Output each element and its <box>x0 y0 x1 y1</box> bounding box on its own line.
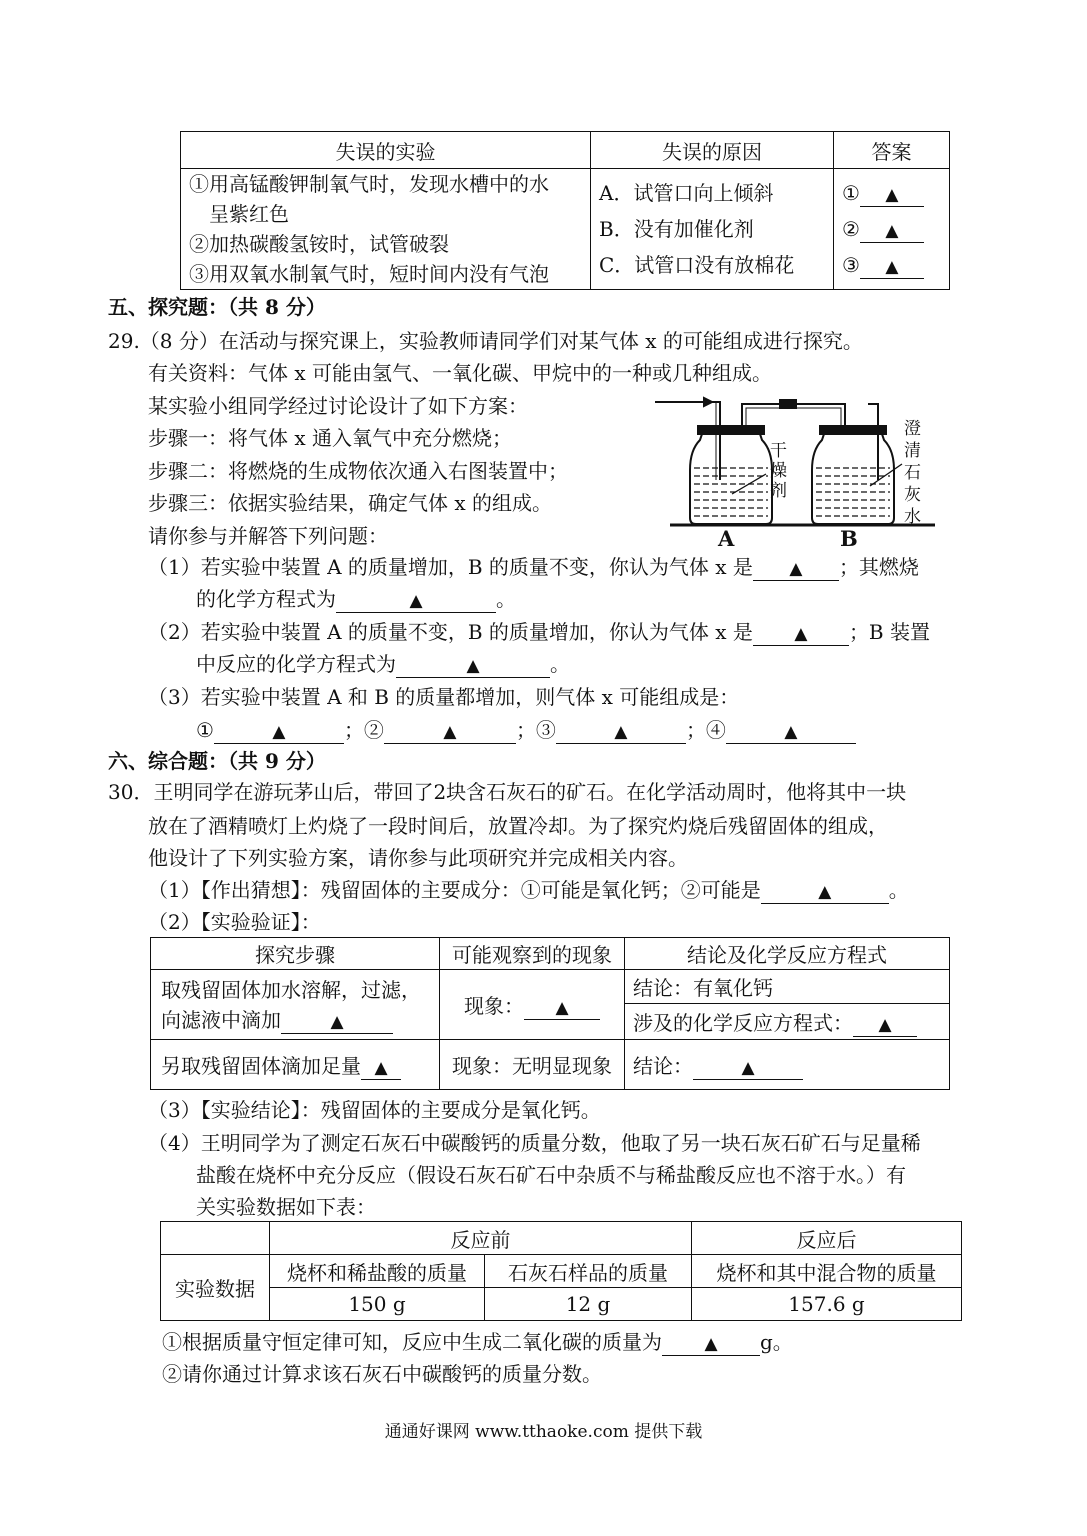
section5-title: 五、探究题：（共 8 分） <box>108 295 326 319</box>
triangle-icon: ▲ <box>794 624 808 644</box>
verify-r2-observation: 现象：无明显现象 <box>440 1040 625 1090</box>
q29-2-line2 <box>196 650 570 678</box>
q29-step1: 步骤一：将气体 x 通入氧气中充分燃烧； <box>148 426 512 450</box>
data-table-v3: 157.6 g <box>692 1288 962 1321</box>
error-table-header-experiment: 失误的实验 <box>181 132 591 169</box>
q30-calc1-blank[interactable] <box>662 1331 760 1356</box>
triangle-icon: ▲ <box>789 559 803 579</box>
verify-r1-step <box>151 970 440 1040</box>
verify-r1-obs-text: 现象： <box>464 993 524 1018</box>
experiment-1-cont: 呈紫红色 <box>209 202 289 226</box>
q29-2-eq-end: 。 <box>550 652 570 676</box>
verify-r1-step-line1: 取残留固体加水溶解，过滤， <box>161 977 421 1002</box>
triangle-icon: ▲ <box>374 1057 388 1078</box>
q29-3-text: （3）若实验中装置 A 和 B 的质量都增加，则气体 x 可能组成是： <box>148 685 740 709</box>
reagent-a-3: 剂 <box>770 481 787 501</box>
q30-line2: 放在了酒精喷灯上灼烧了一段时间后，放置冷却。为了探究灼烧后残留固体的组成， <box>148 814 888 838</box>
answer-1-label: ① <box>842 181 860 205</box>
data-table-v2: 12 g <box>485 1288 692 1321</box>
data-table-col3: 烧杯和其中混合物的质量 <box>692 1255 962 1288</box>
label-b: B <box>840 526 858 550</box>
q29-2-line1 <box>148 618 930 646</box>
verify-header-observation: 可能观察到的现象 <box>440 938 625 970</box>
reason-b: B．没有加催化剂 <box>599 217 754 241</box>
triangle-icon: ▲ <box>885 257 899 277</box>
q30-conclusion: （3）【实验结论】：残留固体的主要成分是氧化钙。 <box>148 1098 601 1122</box>
verify-r1-eq-blank[interactable] <box>853 1012 917 1037</box>
experiment-3: ③用双氧水制氧气时，短时间内没有气泡 <box>189 262 549 286</box>
q29-1-line2 <box>196 585 516 613</box>
q29-1-eq-text: 的化学方程式为 <box>196 587 336 611</box>
q29-ask: 请你参与并解答下列问题： <box>148 524 388 548</box>
verify-r2-step-blank[interactable] <box>361 1055 401 1080</box>
answer-1-blank[interactable] <box>860 182 924 207</box>
triangle-icon: ▲ <box>614 722 628 742</box>
q30-calc1-text: ①根据质量守恒定律可知，反应中生成二氧化碳的质量为 <box>162 1330 662 1354</box>
data-table-before: 反应前 <box>270 1222 692 1255</box>
q30-guess-text: （1）【作出猜想】：残留固体的主要成分：①可能是氧化钙；②可能是 <box>148 878 761 902</box>
answer-3-label: ③ <box>842 253 860 277</box>
q29-1-blank-equation[interactable] <box>336 588 496 613</box>
q30-4-line3: 关实验数据如下表： <box>196 1195 376 1219</box>
q29-info: 有关资料：气体 x 可能由氢气、一氧化碳、甲烷中的一种或几种组成。 <box>148 361 772 385</box>
q29-plan: 某实验小组同学经过讨论设计了如下方案： <box>148 394 528 418</box>
q30-4-line1: （4）王明同学为了测定石灰石中碳酸钙的质量分数，他取了另一块石灰石矿石与足量稀 <box>148 1131 921 1155</box>
verify-header-conclusion: 结论及化学反应方程式 <box>625 938 950 970</box>
q30-guess-blank[interactable] <box>761 879 889 904</box>
reagent-b-3: 石 <box>904 463 921 483</box>
error-table-experiments <box>181 169 591 290</box>
experiment-2: ②加热碳酸氢铵时，试管破裂 <box>189 232 449 256</box>
triangle-icon: ▲ <box>466 656 480 676</box>
q29-1-text: （1）若实验中装置 A 的质量增加，B 的质量不变，你认为气体 x 是 <box>148 555 753 579</box>
error-table <box>180 131 950 290</box>
apparatus-figure <box>650 390 940 550</box>
q30-guess <box>148 876 909 904</box>
triangle-icon: ▲ <box>885 221 899 241</box>
reagent-a-1: 干 <box>770 441 787 461</box>
reagent-a-2: 燥 <box>770 461 787 481</box>
data-table-corner <box>161 1222 270 1255</box>
verify-r2-conclusion <box>625 1040 950 1090</box>
verify-table <box>150 937 950 1090</box>
q29-3-blanks <box>196 716 856 744</box>
q29-1-line1 <box>148 553 919 581</box>
verify-r1-step-blank[interactable] <box>281 1009 393 1034</box>
triangle-icon: ▲ <box>409 591 423 611</box>
q29-3-blank-3[interactable] <box>556 719 686 744</box>
verify-r1-step-line2: 向滤液中滴加 <box>161 1007 281 1032</box>
reagent-b-1: 澄 <box>904 419 921 439</box>
reason-c: C．试管口没有放棉花 <box>599 253 795 277</box>
q29-3-blank-1[interactable] <box>214 719 344 744</box>
experiment-1: ①用高锰酸钾制氧气时，发现水槽中的水 <box>189 172 549 196</box>
q30-calc1 <box>162 1328 793 1356</box>
reagent-b-5: 水 <box>904 507 921 527</box>
verify-r1-eq-text: 涉及的化学反应方程式： <box>633 1010 853 1035</box>
verify-r2-con-text: 结论： <box>633 1053 693 1078</box>
data-table-after: 反应后 <box>692 1222 962 1255</box>
verify-header-step: 探究步骤 <box>151 938 440 970</box>
reagent-b-4: 灰 <box>904 485 921 505</box>
q29-2-text-end: ；B 装置 <box>848 620 930 644</box>
data-table <box>160 1221 962 1321</box>
triangle-icon: ▲ <box>878 1014 892 1035</box>
data-table-col1: 烧杯和稀盐酸的质量 <box>270 1255 485 1288</box>
q30-line3: 他设计了下列实验方案，请你参与此项研究并完成相关内容。 <box>148 846 688 870</box>
q29-2-eq-text: 中反应的化学方程式为 <box>196 652 396 676</box>
triangle-icon: ▲ <box>741 1057 755 1078</box>
error-table-answers <box>834 169 950 290</box>
triangle-icon: ▲ <box>555 997 569 1018</box>
data-table-v1: 150 g <box>270 1288 485 1321</box>
answer-2-label: ② <box>842 217 860 241</box>
triangle-icon: ▲ <box>784 722 798 742</box>
q30-guess-end: 。 <box>888 878 909 902</box>
error-table-header-answer: 答案 <box>834 132 950 169</box>
verify-r2-con-blank[interactable] <box>693 1055 803 1080</box>
reason-a: A．试管口向上倾斜 <box>599 181 774 205</box>
triangle-icon: ▲ <box>330 1011 344 1032</box>
q29-step2: 步骤二：将燃烧的生成物依次通入右图装置中； <box>148 459 568 483</box>
q29-3-label-1: ① <box>196 718 214 742</box>
q30-verify: （2）【实验验证】： <box>148 910 321 934</box>
data-table-col2: 石灰石样品的质量 <box>485 1255 692 1288</box>
q29-2-text: （2）若实验中装置 A 的质量不变，B 的质量增加，你认为气体 x 是 <box>148 620 753 644</box>
verify-r1-conclusion: 结论：有氧化钙 <box>625 970 950 1004</box>
q30-line1: 30．王明同学在游玩茅山后，带回了2块含石灰石的矿石。在化学活动周时，他将其中一块 <box>108 780 907 804</box>
q29-3-label-4: ；④ <box>685 718 726 742</box>
q30-calc2: ②请你通过计算求该石灰石中碳酸钙的质量分数。 <box>162 1362 602 1386</box>
q29-3-blank-2[interactable] <box>384 719 516 744</box>
q29-3-blank-4[interactable] <box>726 719 856 744</box>
q30-4-line2: 盐酸在烧杯中充分反应（假设石灰石矿石中杂质不与稀盐酸反应也不溶于水。）有 <box>196 1163 906 1187</box>
error-table-reasons <box>591 169 834 290</box>
footer: 通通好课网 www.tthaoke.com 提供下载 <box>384 1422 703 1442</box>
triangle-icon: ▲ <box>704 1334 718 1354</box>
verify-r1-observation <box>440 970 625 1040</box>
triangle-icon: ▲ <box>885 185 899 205</box>
triangle-icon: ▲ <box>818 882 832 902</box>
reagent-b-2: 清 <box>904 441 921 461</box>
q29-3-label-2: ；② <box>343 718 384 742</box>
q29-2-blank-equation[interactable] <box>396 653 550 678</box>
verify-r1-obs-blank[interactable] <box>524 995 600 1020</box>
q29-3-label-3: ；③ <box>515 718 556 742</box>
answer-2-blank[interactable] <box>860 218 924 243</box>
q29-stem: 29.（8 分）在活动与探究课上，实验教师请同学们对某气体 x 的可能组成进行探究。 <box>108 329 863 353</box>
q29-step3: 步骤三：依据实验结果，确定气体 x 的组成。 <box>148 491 552 515</box>
verify-r2-step <box>151 1040 440 1090</box>
triangle-icon: ▲ <box>272 722 286 742</box>
label-a: A <box>718 526 735 550</box>
verify-r1-equation <box>625 1004 950 1040</box>
q29-1-text-end: ；其燃烧 <box>838 555 919 579</box>
triangle-icon: ▲ <box>443 722 457 742</box>
data-table-row-label: 实验数据 <box>161 1255 270 1321</box>
q29-1-blank-gas[interactable] <box>753 556 839 581</box>
q29-2-blank-gas[interactable] <box>753 621 849 646</box>
verify-r2-step-text: 另取残留固体滴加足量 <box>161 1053 361 1078</box>
q30-calc1-unit: g。 <box>760 1330 793 1354</box>
q29-1-eq-end: 。 <box>496 587 516 611</box>
answer-3-blank[interactable] <box>860 254 924 279</box>
section6-title: 六、综合题：（共 9 分） <box>108 749 326 773</box>
error-table-header-reason: 失误的原因 <box>591 132 834 169</box>
